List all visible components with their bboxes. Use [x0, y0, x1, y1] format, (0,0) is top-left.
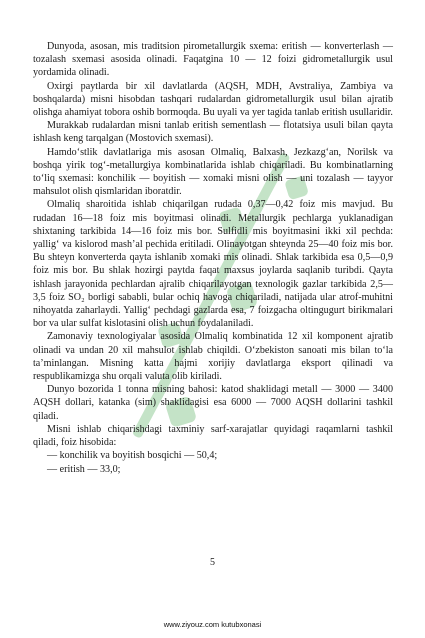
paragraph: Oxirgi paytlarda bir xil davlatlarda (AQSH, MDH, Avstraliya, Zambiya va boshqalarda) misni hisobdan tashqari rudalardan gidrometallurgik usul bilan ajratib olishga ahamiyat tobora oshib bormoqda. Bu uyali va yer tagida tanlab eritish usullaridir. [33, 80, 393, 119]
page-number: 5 [210, 557, 215, 568]
paragraph: Murakkab rudalardan misni tanlab eritish sementlash — flotatsiya usuli bilan qayta ishlash keng tarqalgan (Mostovich sxemasi). [33, 120, 393, 145]
paragraph: Olmaliq sharoitida ishlab chiqarilgan rudada 0,37—0,42 foiz mis mavjud. Bu rudadan 16—18 foiz mis boyitmasi olinadi. Metallurgik pechlarga yuklanadigan shixtaning tarkibida 14—16 foiz mis bor. Sulfidli mis boyitmasini ikki xil pechda: yallig‘ va kislorod mash’al pechida eritiladi. Olinayotgan shteynda 25—40 foiz mis bor. Bu shteyn konverterda qayta ishlanib xomaki mis olinadi. Shlak tarkibida esa 0,5—0,9 foiz mis bor. Bu shlak hozirgi paytda faqat maxsus joylarda saqlanib turibdi. Qayta ishlash jarayonida pechlardan ajralib chiqarilayotgan texnologik gazlar tarkibida 2,5—3,5 foiz SO₂ borligi sababli, bular ochiq havoga chiqariladi, natijada ular atrof-muhitni nihoyatda zaharlaydi. Yallig‘ pechdagi gazlarda esa, 7 foizgacha oltingugurt birikmalari bor va ular sulfat kislotasini olish uchun foydalaniladi. [33, 199, 393, 330]
footer-url: www.ziyouz.com kutubxonasi [163, 620, 262, 629]
paragraph: Zamonaviy texnologiyalar asosida Olmaliq kombinatida 12 xil komponent ajratib olinadi va undan 20 xil mahsulot ishlab chiqildi. O‘zbekiston sanoati mis bilan to‘la ta’minlangan. Misning katta hajmi xorijiy davlatlarga eksport qilinadi va respublikamizga shu orqali valuta olib kiriladi. [33, 331, 393, 383]
paragraph: Hamdo‘stlik davlatlariga mis asosan Olmaliq, Balxash, Jezkazg‘an, Norilsk va boshqa yirik tog‘-metallurgiya kombinatlarida ishlab chiqariladi. Bu kombinatlarning to‘liq sxemasi: konchilik — boyitish — xomaki misni olish — uni tozalash — tayyor mahsulot olish qismlaridan iboratdir. [33, 146, 393, 198]
list-item: — konchilik va boyitish bosqichi — 50,4; [47, 450, 218, 462]
paragraph: Dunyoda, asosan, mis traditsion pirometallurgik sxema: eritish — konverterlash — tozalash sxemasi asosida olinadi. Faqatgina 10 — 12 foizi gidrometallurgik usul yordamida olinadi. [33, 41, 393, 79]
paragraph: Misni ishlab chiqarishdagi taxminiy sarf-xarajatlar quyidagi raqamlarni tashkil qiladi, foiz hisobida: [33, 423, 393, 449]
document-page [33, 40, 393, 476]
paragraph: Dunyo bozorida 1 tonna misning bahosi: katod shaklidagi metall — 3000 — 3400 AQSH dollari, katanka (sim) shaklidagisi esa 6000 — 7000 AQSH dollarini tashkil qiladi. [33, 384, 393, 422]
list-item: — eritish — 33,0; [47, 463, 121, 475]
